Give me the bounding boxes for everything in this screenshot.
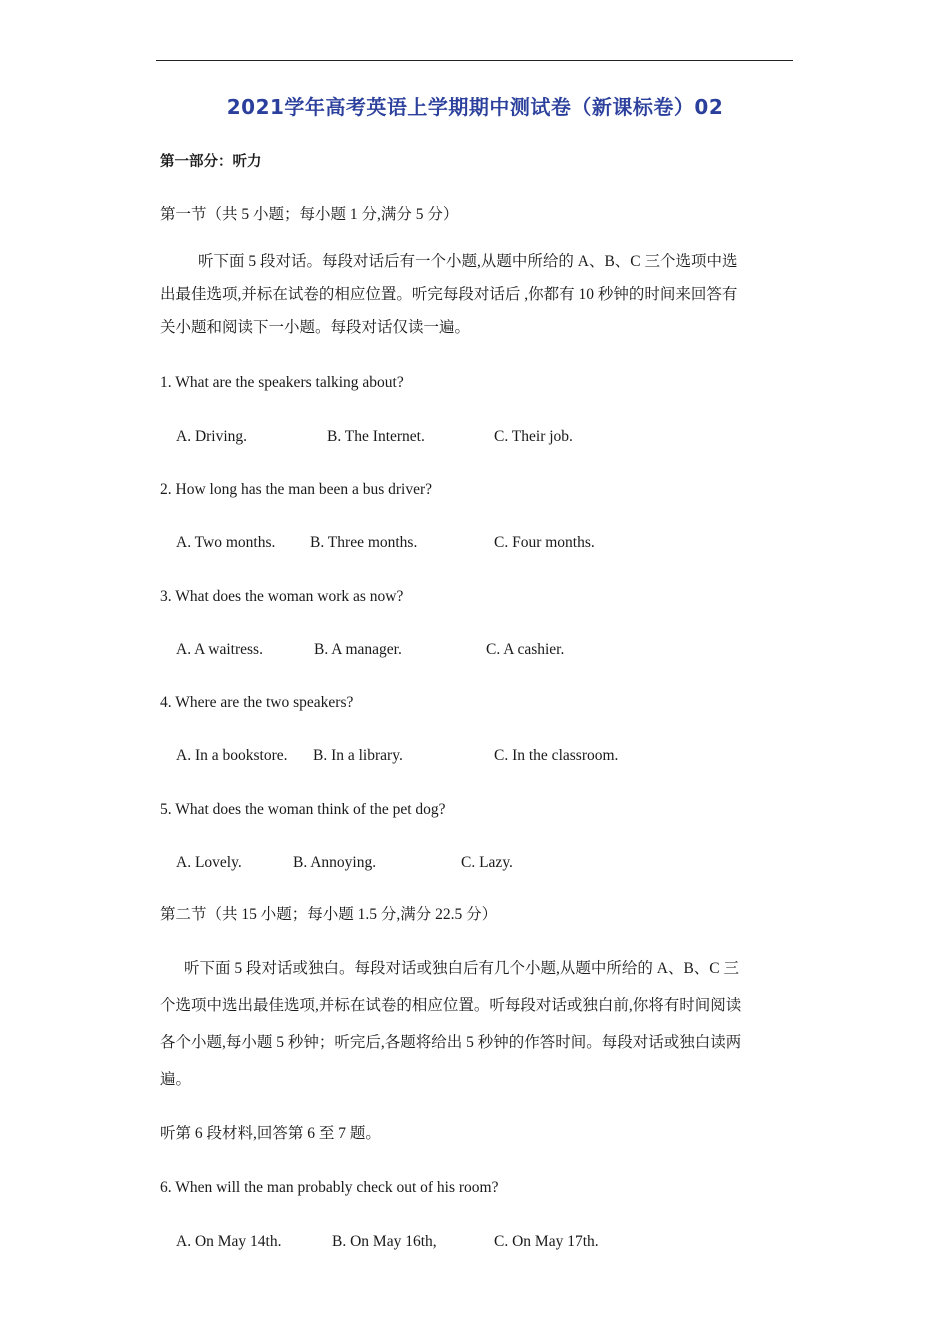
- section1-instructions-line: 关小题和阅读下一小题。每段对话仅读一遍。: [160, 319, 471, 336]
- q4-option-b: B. In a library.: [313, 747, 403, 764]
- header-rule: [156, 60, 793, 61]
- q6-option-c: C. On May 17th.: [494, 1233, 599, 1250]
- question-6: 6. When will the man probably check out of his room?: [160, 1179, 499, 1196]
- section2-heading: 第二节（共 15 小题；每小题 1.5 分,满分 22.5 分）: [160, 906, 498, 923]
- material-note: 听第 6 段材料,回答第 6 至 7 题。: [160, 1125, 381, 1142]
- q4-option-a: A. In a bookstore.: [176, 747, 288, 764]
- q1-option-a: A. Driving.: [176, 428, 248, 445]
- q2-option-b: B. Three months.: [310, 534, 418, 551]
- section1-instructions-line: 听下面 5 段对话。每段对话后有一个小题,从题中所给的 A、B、C 三个选项中选: [198, 253, 738, 270]
- q5-option-a: A. Lovely.: [176, 854, 242, 871]
- question-5: 5. What does the woman think of the pet dog?: [160, 801, 446, 818]
- section2-instructions-line: 个选项中选出最佳选项,并标在试卷的相应位置。听每段对话或独白前,你将有时间阅读: [160, 997, 742, 1014]
- page-title: 2021学年高考英语上学期期中测试卷（新课标卷）02: [226, 95, 724, 119]
- section1-heading: 第一节（共 5 小题；每小题 1 分,满分 5 分）: [160, 206, 459, 223]
- q3-option-c: C. A cashier.: [486, 641, 565, 658]
- q6-option-b: B. On May 16th,: [332, 1233, 437, 1250]
- q3-option-a: A. A waitress.: [176, 641, 263, 658]
- question-2: 2. How long has the man been a bus driver?: [160, 481, 433, 498]
- section1-instructions-line: 出最佳选项,并标在试卷的相应位置。听完每段对话后 ,你都有 10 秒钟的时间来回答有: [160, 286, 738, 303]
- part-heading: 第一部分：听力: [160, 154, 262, 170]
- q5-option-c: C. Lazy.: [461, 854, 513, 871]
- question-1: 1. What are the speakers talking about?: [160, 374, 404, 391]
- q1-option-b: B. The Internet.: [327, 428, 425, 445]
- q1-option-c: C. Their job.: [494, 428, 573, 445]
- q3-option-b: B. A manager.: [314, 641, 402, 658]
- q2-option-c: C. Four months.: [494, 534, 595, 551]
- question-4: 4. Where are the two speakers?: [160, 694, 354, 711]
- question-3: 3. What does the woman work as now?: [160, 588, 404, 605]
- q6-option-a: A. On May 14th.: [176, 1233, 282, 1250]
- q5-option-b: B. Annoying.: [293, 854, 377, 871]
- section2-instructions-line: 各个小题,每小题 5 秒钟；听完后,各题将给出 5 秒钟的作答时间。每段对话或独白读两: [160, 1034, 742, 1051]
- section2-instructions-line: 遍。: [160, 1071, 192, 1088]
- section2-instructions-line: 听下面 5 段对话或独白。每段对话或独白后有几个小题,从题中所给的 A、B、C 三: [184, 960, 739, 977]
- q2-option-a: A. Two months.: [176, 534, 276, 551]
- q4-option-c: C. In the classroom.: [494, 747, 619, 764]
